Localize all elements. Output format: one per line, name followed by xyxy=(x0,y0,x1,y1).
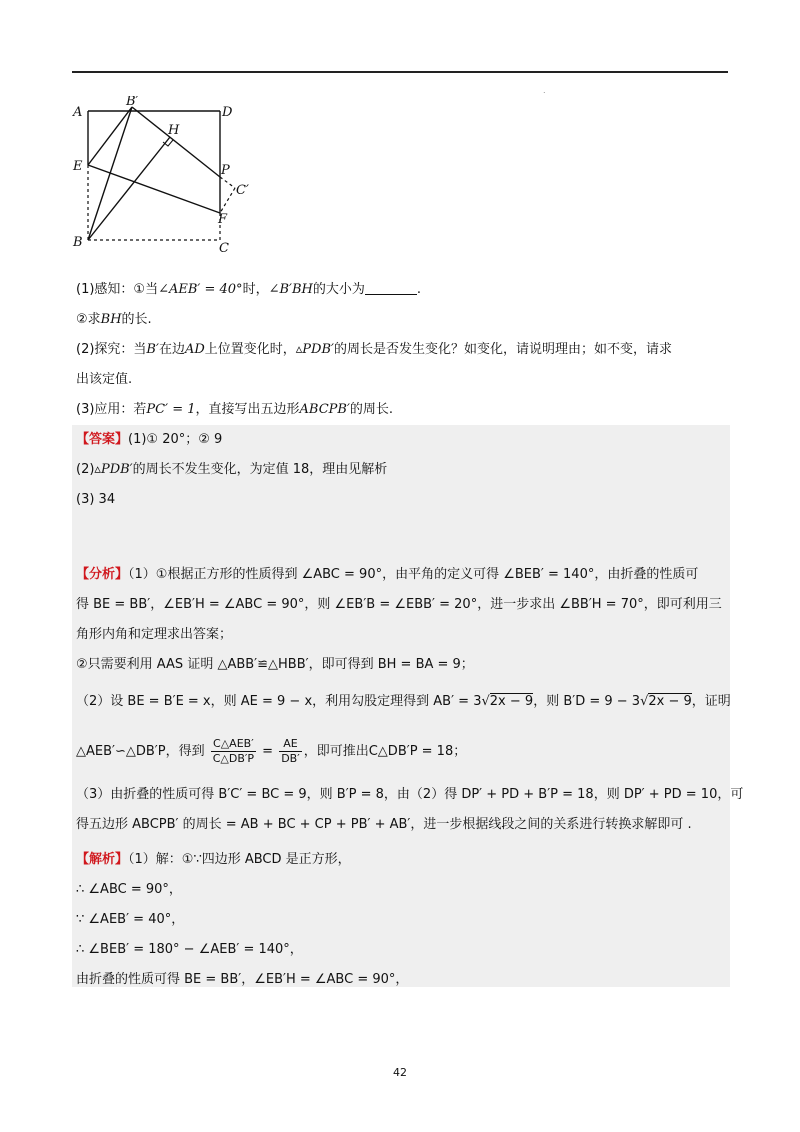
label-C-prime: C′ xyxy=(236,183,249,198)
segment-BH xyxy=(88,137,170,240)
segment-BB-prime xyxy=(88,107,132,240)
header-mark: . xyxy=(543,86,546,95)
segment-B-prime-P xyxy=(132,107,220,177)
fraction-perimeter: $\frac{\text{C△AEB′}}{C\triangle DB'P}$ xyxy=(212,737,255,765)
label-B: B xyxy=(73,235,83,250)
answer-blank xyxy=(365,280,417,295)
analysis-line-7: （3）由折叠的性质可得 B′C′ = BC = 9，则 B′P = 8，由（2）得 DP′ + PD + B′P = 18，则 DP′ + PD = 10，可 xyxy=(76,787,744,802)
header-rule xyxy=(72,71,728,73)
solution-line-2: ∴ ∠ABC = 90°， xyxy=(76,882,182,897)
solution-line-5: 由折叠的性质可得 BE = BB′，∠EB′H = ∠ABC = 90°， xyxy=(76,972,409,987)
analysis-block xyxy=(76,560,744,840)
solution-line-3: ∵ ∠AEB′ = 40°， xyxy=(76,912,185,927)
solution-line-4: ∴ ∠BEB′ = 180° − ∠AEB′ = 140°， xyxy=(76,942,303,957)
solution-line-1: 【解析】（1）解：①∵四边形 ABCD 是正方形， xyxy=(76,852,351,867)
fraction-sides: $\frac{AE}{DB'}$ xyxy=(281,737,300,765)
answer-1: 【答案】(1)① 20°；② 9 xyxy=(76,432,223,447)
answer-3: (3) 34 xyxy=(76,492,116,507)
segment-EB-prime xyxy=(88,107,132,165)
label-D: D xyxy=(222,105,233,120)
solution-block xyxy=(76,845,736,995)
analysis-line-4: ②只需要利用 AAS 证明 △ABB′≌△HBB′，即可得到 BH = BA = 9； xyxy=(76,657,474,672)
question-3: (3)应用：若PC′ = 1，直接写出五边形ABCPB′的周长. xyxy=(76,402,394,417)
analysis-line-3: 角形内角和定理求出答案； xyxy=(76,627,233,642)
label-H: H xyxy=(168,123,180,138)
geometry-figure xyxy=(70,96,270,258)
label-F: F xyxy=(218,212,228,227)
label-A: A xyxy=(73,105,83,120)
analysis-line-2: 得 BE = BB′，∠EB′H = ∠ABC = 90°，则 ∠EB′B = ∠EBB′ = 20°，进一步求出 ∠BB′H = 70°，即可利用三 xyxy=(76,597,722,612)
label-B-prime: B′ xyxy=(126,96,139,109)
answer-block xyxy=(76,425,736,515)
solution-tag: 【解析】 xyxy=(76,852,129,867)
dashed-PC-prime xyxy=(220,177,235,188)
analysis-line-5: （2）设 BE = B′E = x，则 AE = 9 − x，利用勾股定理得到 AB′ = 3√2x − 9，则 B′D = 9 − 3√2x − 9，证明 xyxy=(76,694,731,709)
analysis-line-6: △AEB′∽△DB′P，得到 $\frac{\text{C△AEB′}}{C\triangle DB'P}$ = $\frac{AE}{DB'}$ ，即可推出C△DB′P = 18； xyxy=(76,737,467,765)
dashed-C-prime-F xyxy=(220,188,235,213)
label-P: P xyxy=(221,163,230,178)
question-1a: (1)感知：①当∠AEB′ = 40°时，∠B′BH的大小为 . xyxy=(76,282,422,297)
answer-tag: 【答案】 xyxy=(76,432,129,447)
label-C: C xyxy=(219,241,229,256)
question-block xyxy=(76,275,736,425)
answer-2: (2)▵PDB′的周长不发生变化，为定值 18，理由见解析 xyxy=(76,462,388,477)
page-number: 42 xyxy=(393,1066,407,1079)
question-1b: ②求BH的长. xyxy=(76,312,152,327)
analysis-line-8: 得五边形 ABCPB′ 的周长 = AB + BC + CP + PB′ + AB′，进一步根据线段之间的关系进行转换求解即可 . xyxy=(76,817,692,832)
question-2-line2: 出该定值. xyxy=(76,372,133,387)
segment-EF xyxy=(88,165,220,213)
label-E: E xyxy=(73,159,83,174)
question-2: (2)探究：当B′在边AD上位置变化时，▵PDB′的周长是否发生变化？如变化，请说明理由；如不变，请求 xyxy=(76,342,672,357)
right-angle-mark xyxy=(163,140,173,146)
analysis-tag: 【分析】 xyxy=(76,567,129,582)
analysis-line-1: 【分析】（1）①根据正方形的性质得到 ∠ABC = 90°，由平角的定义可得 ∠BEB′ = 140°，由折叠的性质可 xyxy=(76,567,699,582)
